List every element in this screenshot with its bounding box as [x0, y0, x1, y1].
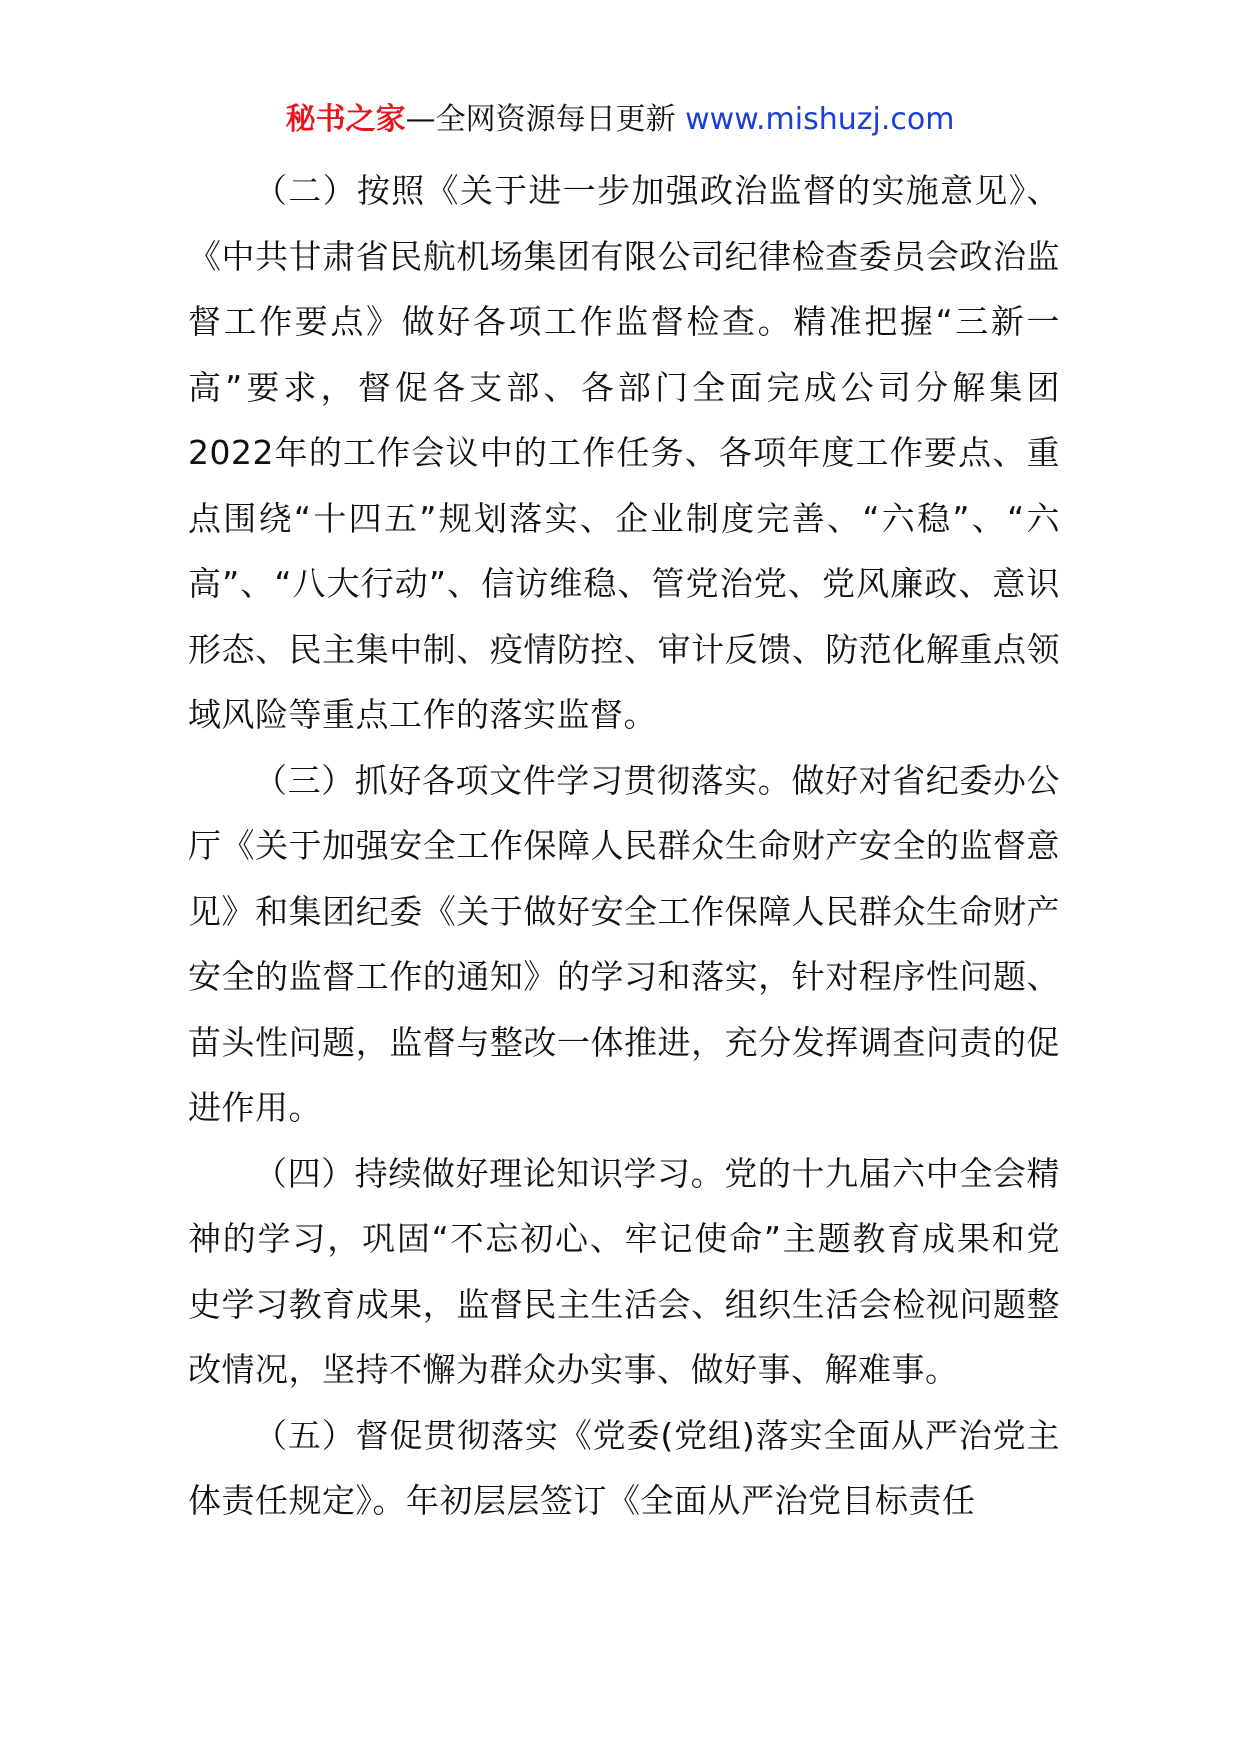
- brand-name: 秘书之家: [285, 102, 406, 137]
- paragraph-theory-study: （四）持续做好理论知识学习。党的十九届六中全会精神的学习，巩固“不忘初心、牢记使命”主题教育成果和党史学习教育成果，监督民主生活会、组织生活会检视问题整改情况，坚持不懈为群众办实事、做好事、解难事。: [188, 1153, 1060, 1389]
- header-tagline: —全网资源每日更新: [405, 102, 676, 137]
- paragraph-political-supervision: （二）按照《关于进一步加强政治监督的实施意见》、《中共甘肃省民航机场集团有限公司纪律检查委员会政治监督工作要点》做好各项工作监督检查。精准把握“三新一高”要求，督促各支部、各部门全面完成公司分解集团2022年的工作会议中的工作任务、各项年度工作要点、重点围绕“十四五”规划落实、企业制度完善、“六稳”、“六高”、“八大行动”、信访维稳、管党治党、党风廉政、意识形态、民主集中制、疫情防控、审计反馈、防范化解重点领域风险等重点工作的落实监督。: [188, 171, 1060, 734]
- site-header: [0, 100, 1240, 140]
- document-body: [188, 158, 1060, 1534]
- paragraph-document-study: （三）抓好各项文件学习贯彻落实。做好对省纪委办公厅《关于加强安全工作保障人民群众生命财产安全的监督意见》和集团纪委《关于做好安全工作保障人民群众生命财产安全的监督工作的通知》的学习和落实，针对程序性问题、苗头性问题，监督与整改一体推进，充分发挥调查问责的促进作用。: [188, 760, 1060, 1127]
- paragraph-party-responsibility: （五）督促贯彻落实《党委(党组)落实全面从严治党主体责任规定》。年初层层签订《全面从严治党目标责任: [188, 1415, 1060, 1520]
- site-url-link[interactable]: www.mishuzj.com: [685, 102, 955, 137]
